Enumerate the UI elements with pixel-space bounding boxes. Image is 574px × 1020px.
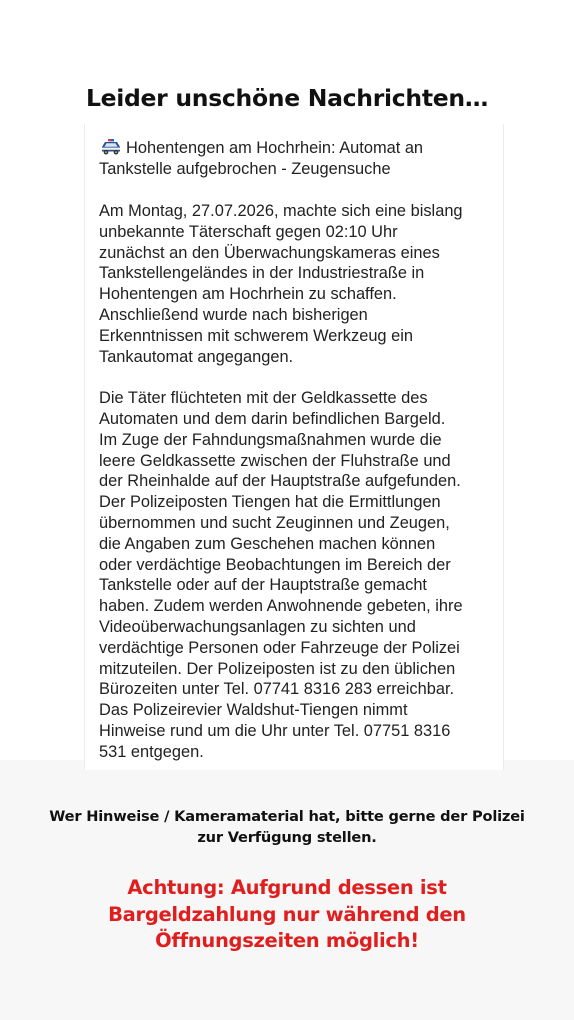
notice-line: zur Verfügung stellen. [197,829,377,846]
paragraph-line: 531 entgegen. [99,742,204,761]
paragraph-line: Tankstelle oder auf der Hauptstraße gemacht [99,576,427,595]
paragraph-line: Videoüberwachungsanlagen zu sichten und [99,617,416,636]
warning-line: Bargeldzahlung nur während den [108,902,466,926]
paragraph-line: Der Polizeiposten Tiengen hat die Ermittlungen [99,493,441,512]
warning-line: Achtung: Aufgrund dessen ist [127,876,447,899]
article-paragraph-2 [99,388,503,762]
paragraph-line: die Angaben zum Geschehen machen können [99,534,436,553]
paragraph-line: Automaten und dem darin befindlichen Bargeld. [99,409,446,428]
paragraph-line: Anschließend wurde nach bisherigen [99,305,368,324]
news-article-screenshot [84,124,504,770]
paragraph-line: übernommen und sucht Zeuginnen und Zeugen, [99,513,450,532]
paragraph-line: Bürozeiten unter Tel. 07741 8316 283 erreichbar. [99,680,455,699]
cash-payment-warning [0,875,574,955]
paragraph-line: haben. Zudem werden Anwohnende gebeten, ihre [99,597,463,616]
paragraph-line: Im Zuge der Fahndungsmaßnahmen wurde die [99,430,442,449]
paragraph-line: zunächst an den Überwachungskameras eines [99,243,440,262]
paragraph-line: Tankstellengeländes in der Industriestraße in [99,264,425,283]
paragraph-line: der Rheinhalde auf der Hauptstraße aufgefunden. [99,472,461,491]
paragraph-line: leere Geldkassette zwischen der Fluhstraße und [99,451,451,470]
notice-line: Wer Hinweise / Kameramaterial hat, bitte gerne der Polizei [49,808,525,825]
warning-line: Öffnungszeiten möglich! [155,929,419,952]
paragraph-line: Erkenntnissen mit schwerem Werkzeug ein [99,326,413,345]
paragraph-line: Hohentengen am Hochrhein zu schaffen. [99,285,397,304]
article-title-line: Hohentengen am Hochrhein: Automat an [126,139,424,157]
paragraph-line: Tankautomat angegangen. [99,347,294,366]
article-title-line: Tankstelle aufgebrochen - Zeugensuche [99,160,391,178]
article-title [99,138,503,180]
paragraph-line: Am Montag, 27.07.2026, machte sich eine bislang [99,202,463,220]
article-paragraph-1 [99,201,503,367]
paragraph-line: Das Polizeirevier Waldshut-Tiengen nimmt [99,701,408,720]
paragraph-line: verdächtige Personen oder Fahrzeuge der Polizei [99,638,460,657]
paragraph-line: mitzuteilen. Der Polizeiposten ist zu den üblichen [99,659,456,678]
paragraph-line: unbekannte Täterschaft gegen 02:10 Uhr [99,222,398,241]
story-headline: Leider unschöne Nachrichten… [85,84,489,112]
paragraph-line: oder verdächtige Beobachtungen im Bereich der [99,555,451,574]
police-car-icon [99,139,123,155]
police-notice-text [0,806,574,848]
paragraph-line: Die Täter flüchteten mit der Geldkassette des [99,389,428,408]
paragraph-line: Hinweise rund um die Uhr unter Tel. 07751 8316 [99,721,451,740]
